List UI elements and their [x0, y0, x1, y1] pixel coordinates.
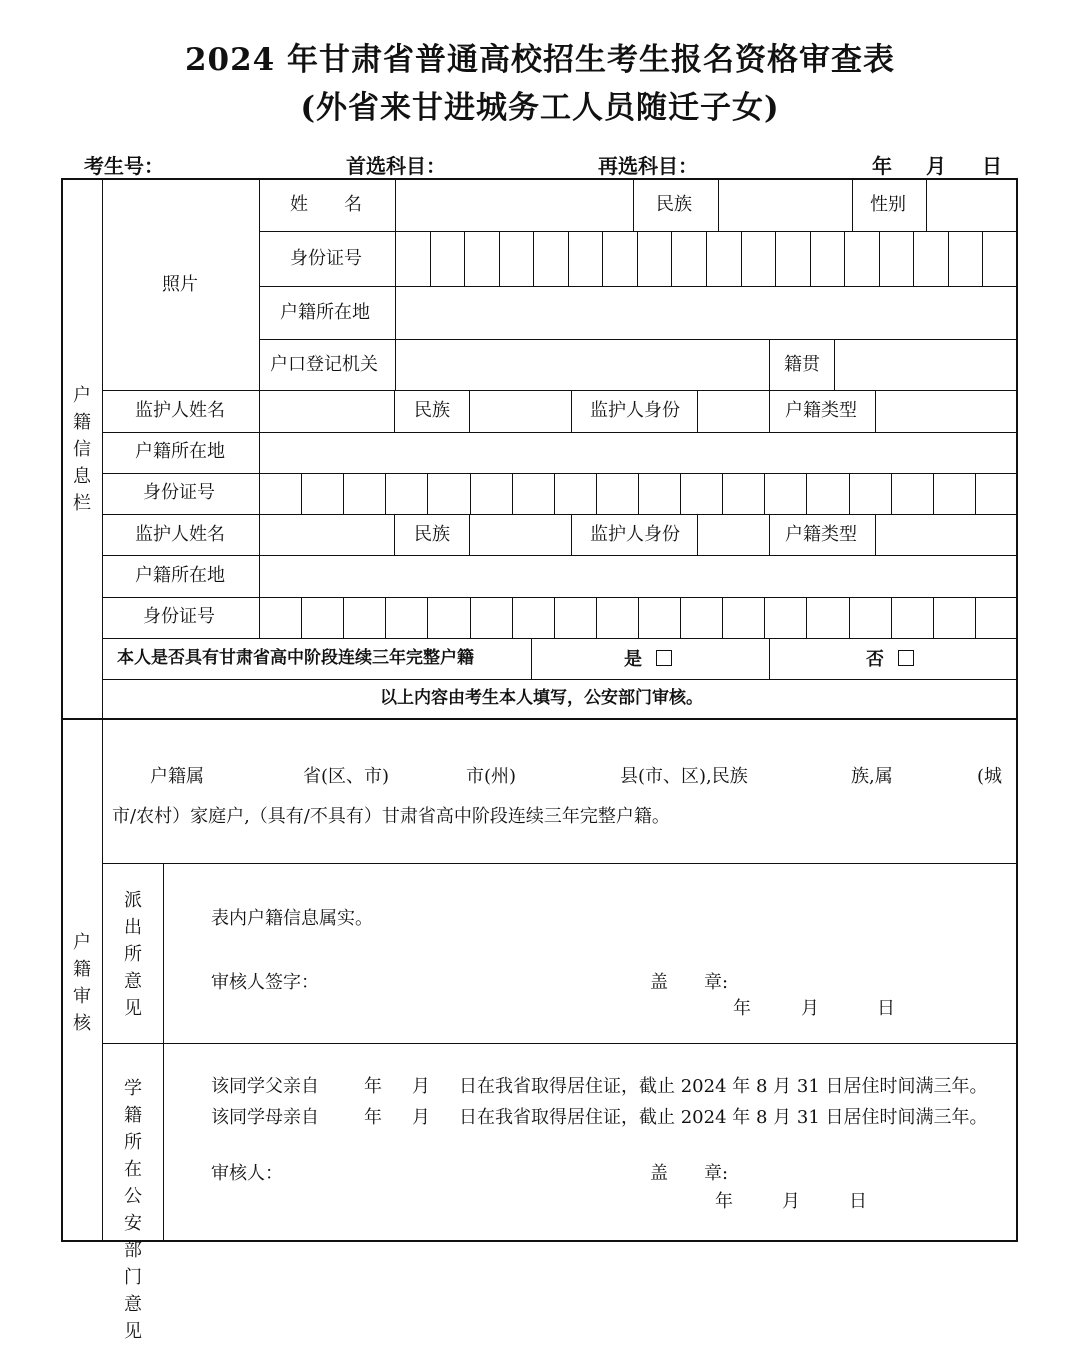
grid-line — [875, 514, 876, 555]
father-line-year: 年 — [364, 1076, 382, 1097]
page-title: 2024 年甘肃省普通高校招生考生报名资格审查表 — [184, 42, 896, 78]
id-digit-box[interactable] — [806, 473, 848, 514]
statement-part3: 市(州) — [466, 766, 517, 787]
statement-part6: (城 — [977, 766, 1003, 787]
guardian2-id-label: 身份证号 — [143, 606, 215, 627]
grid-line — [718, 179, 719, 231]
father-line-cert: 日在我省取得居住证，截止 2024 年 8 月 31 日居住时间满三年。 — [459, 1076, 988, 1097]
id-digit-box[interactable] — [722, 597, 764, 638]
grid-line — [531, 638, 532, 679]
grid-line — [102, 432, 1017, 433]
id-digit-box[interactable] — [879, 231, 914, 286]
id-digit-box[interactable] — [343, 597, 385, 638]
id-digit-box[interactable] — [849, 473, 891, 514]
ethnicity-label: 民族 — [656, 194, 692, 215]
registration-office-label: 户口登记机关 — [270, 354, 378, 375]
statement-part2: 省(区、市) — [303, 766, 390, 787]
first-subject-label: 首选科目： — [346, 154, 446, 178]
id-digit-box[interactable] — [975, 597, 1017, 638]
police-seal-label: 盖 章: — [650, 972, 729, 993]
id-digit-box[interactable] — [844, 231, 879, 286]
yes-checkbox[interactable] — [656, 650, 672, 666]
id-digit-box[interactable] — [671, 231, 706, 286]
id-digit-box[interactable] — [470, 597, 512, 638]
id-digit-box[interactable] — [806, 597, 848, 638]
guardian2-identity-label: 监护人身份 — [590, 524, 680, 545]
id-digit-box[interactable] — [464, 231, 499, 286]
grid-line — [394, 514, 395, 555]
id-digit-box[interactable] — [533, 231, 568, 286]
id-digit-box[interactable] — [741, 231, 776, 286]
id-digit-box[interactable] — [975, 473, 1017, 514]
guardian1-ethnicity-label: 民族 — [414, 400, 450, 421]
grid-line — [469, 390, 470, 432]
school-police-label: 学 籍 所 在 公 安 部 门 意 见 — [124, 1078, 142, 1342]
no-label: 否 — [866, 649, 884, 670]
name-label: 姓 名 — [290, 194, 362, 215]
id-digit-box[interactable] — [706, 231, 741, 286]
guardian2-name-label: 监护人姓名 — [135, 524, 225, 545]
id-digit-box[interactable] — [554, 597, 596, 638]
grid-line — [852, 179, 853, 231]
id-digit-box[interactable] — [301, 473, 343, 514]
id-digit-box[interactable] — [427, 597, 469, 638]
id-digit-box[interactable] — [259, 597, 301, 638]
exam-number-label: 考生号： — [84, 154, 164, 178]
school-date-month: 月 — [782, 1191, 800, 1212]
statement-part5: 族,属 — [851, 766, 893, 787]
id-digit-box[interactable] — [775, 231, 810, 286]
page-subtitle: (外省来甘进城务工人员随迁子女) — [300, 90, 780, 126]
id-digit-box[interactable] — [680, 473, 722, 514]
guardian1-huji-type-label: 户籍类型 — [785, 400, 857, 421]
id-digit-box[interactable] — [301, 597, 343, 638]
statement-part7: 市/农村）家庭户,（具有/不具有）甘肃省高中阶段连续三年完整户籍。 — [112, 806, 670, 827]
grid-line — [571, 514, 572, 555]
police-date-day: 日 — [877, 998, 895, 1019]
id-digit-box[interactable] — [427, 473, 469, 514]
fill-note: 以上内容由考生本人填写，公安部门审核。 — [380, 688, 703, 708]
grid-line — [633, 179, 634, 231]
grid-line — [769, 339, 770, 390]
grid-line — [769, 514, 770, 555]
grid-line — [259, 339, 1017, 340]
father-line-a: 该同学父亲自 — [211, 1076, 319, 1097]
police-date-month: 月 — [801, 998, 819, 1019]
police-confirm-text: 表内户籍信息属实。 — [211, 908, 373, 929]
id-digit-box[interactable] — [637, 231, 672, 286]
grid-line — [571, 390, 572, 432]
guardian2-residence-label: 户籍所在地 — [135, 565, 225, 586]
school-date-year: 年 — [715, 1191, 733, 1212]
huji-question-label: 本人是否具有甘肃省高中阶段连续三年完整户籍 — [117, 648, 474, 668]
grid-line — [102, 514, 1017, 515]
mother-line-a: 该同学母亲自 — [211, 1107, 319, 1128]
id-digit-box[interactable] — [891, 473, 933, 514]
grid-line — [769, 638, 770, 679]
id-digit-box[interactable] — [596, 597, 638, 638]
grid-line — [259, 179, 260, 390]
huji-review-section-label: 户 籍 审 核 — [73, 932, 91, 1034]
id-digit-box[interactable] — [933, 597, 975, 638]
statement-part4: 县(市、区),民族 — [620, 766, 748, 787]
grid-line — [259, 286, 1017, 287]
native-place-label: 籍贯 — [784, 354, 820, 375]
school-date-day: 日 — [849, 1191, 867, 1212]
residence-label: 户籍所在地 — [280, 302, 370, 323]
id-digit-box[interactable] — [596, 473, 638, 514]
grid-line — [697, 390, 698, 432]
id-digit-box[interactable] — [499, 231, 534, 286]
header-day: 日 — [982, 154, 1002, 178]
id-digit-box[interactable] — [385, 597, 427, 638]
no-checkbox[interactable] — [898, 650, 914, 666]
header-month: 月 — [926, 154, 946, 178]
left-column-line — [102, 179, 103, 1241]
grid-line — [102, 390, 1017, 391]
mother-line-year: 年 — [364, 1107, 382, 1128]
grid-line — [394, 390, 395, 432]
id-digit-box[interactable] — [470, 473, 512, 514]
huji-info-section-label: 户 籍 信 息 栏 — [73, 385, 91, 514]
id-digit-box[interactable] — [764, 473, 806, 514]
grid-line — [875, 390, 876, 432]
id-digit-box[interactable] — [982, 231, 1017, 286]
guardian1-id-label: 身份证号 — [143, 482, 215, 503]
gender-label: 性别 — [870, 194, 906, 215]
no-option[interactable] — [866, 650, 914, 669]
guardian2-ethnicity-label: 民族 — [414, 524, 450, 545]
mother-line-month: 月 — [412, 1107, 430, 1128]
yes-option[interactable] — [624, 650, 672, 669]
id-digit-box[interactable] — [680, 597, 722, 638]
grid-line — [102, 555, 1017, 556]
id-digit-box[interactable] — [430, 231, 465, 286]
id-digit-box[interactable] — [933, 473, 975, 514]
statement-part1: 户籍属 — [150, 766, 204, 787]
id-digit-box[interactable] — [722, 473, 764, 514]
police-date-year: 年 — [733, 998, 751, 1019]
id-digit-box[interactable] — [395, 231, 430, 286]
grid-line — [834, 339, 835, 390]
second-subject-label: 再选科目： — [598, 154, 698, 178]
id-digit-box[interactable] — [764, 597, 806, 638]
id-digit-box[interactable] — [602, 231, 637, 286]
grid-line — [102, 1043, 1017, 1044]
yes-label: 是 — [624, 649, 642, 670]
grid-line — [102, 863, 1017, 864]
school-reviewer-label: 审核人： — [211, 1163, 283, 1184]
guardian1-name-label: 监护人姓名 — [135, 400, 225, 421]
grid-line — [469, 514, 470, 555]
grid-line — [102, 679, 1017, 680]
school-seal-label: 盖 章: — [650, 1163, 729, 1184]
grid-line — [697, 514, 698, 555]
father-line-month: 月 — [412, 1076, 430, 1097]
id-digit-box[interactable] — [259, 473, 301, 514]
id-digit-box[interactable] — [638, 473, 680, 514]
grid-line — [769, 390, 770, 432]
guardian1-identity-label: 监护人身份 — [590, 400, 680, 421]
police-station-label: 派 出 所 意 见 — [124, 890, 142, 1019]
id-digit-box[interactable] — [913, 231, 948, 286]
grid-line — [163, 863, 164, 1241]
guardian1-residence-label: 户籍所在地 — [135, 441, 225, 462]
id-digit-box[interactable] — [554, 473, 596, 514]
mother-line-cert: 日在我省取得居住证，截止 2024 年 8 月 31 日居住时间满三年。 — [459, 1107, 988, 1128]
id-digit-box[interactable] — [568, 231, 603, 286]
id-digit-box[interactable] — [512, 597, 554, 638]
id-digit-box[interactable] — [948, 231, 983, 286]
guardian2-huji-type-label: 户籍类型 — [785, 524, 857, 545]
id-digit-box[interactable] — [385, 473, 427, 514]
id-digit-box[interactable] — [343, 473, 385, 514]
section-divider — [61, 718, 1018, 720]
id-digit-box[interactable] — [638, 597, 680, 638]
id-digit-box[interactable] — [849, 597, 891, 638]
grid-line — [926, 179, 927, 231]
grid-line — [102, 638, 1017, 639]
police-reviewer-label: 审核人签字： — [211, 972, 319, 993]
id-digit-box[interactable] — [810, 231, 845, 286]
id-digit-box[interactable] — [512, 473, 554, 514]
photo-label: 照片 — [162, 274, 198, 295]
id-number-label: 身份证号 — [290, 248, 362, 269]
header-year: 年 — [872, 154, 892, 178]
id-digit-box[interactable] — [891, 597, 933, 638]
